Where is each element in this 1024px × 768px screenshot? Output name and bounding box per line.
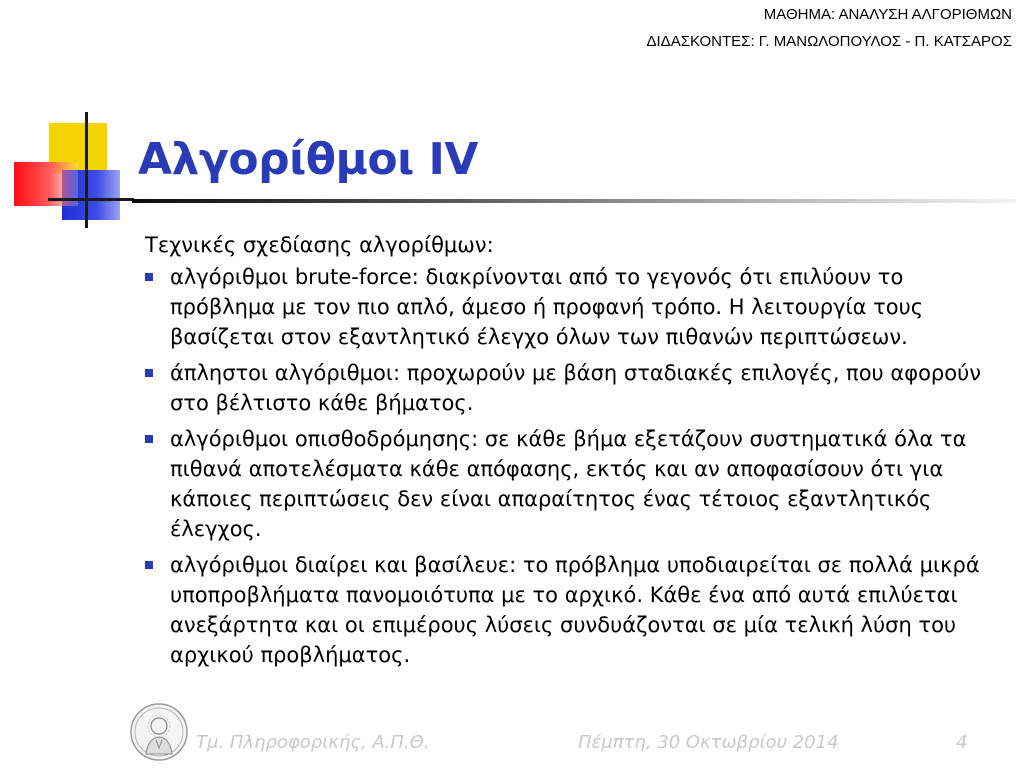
course-header: ΜΑΘΗΜΑ: ΑΝΑΛΥΣΗ ΑΛΓΟΡΙΘΜΩΝ xyxy=(763,6,1012,23)
bullet-item xyxy=(145,262,1005,352)
square-bullet-icon xyxy=(145,561,153,569)
bullet-list xyxy=(145,262,1005,670)
bullet-text: αλγόριθμοι brute-force: διακρίνονται από το γεγονός ότι επιλύουν το πρόβλημα με τον πιο απλό, άμεσο ή προφανή τρόπο. Η λειτουργία τους βασίζεται στον εξαντλητικό έλεγχο όλων των πιθανών περιπτώσεων. xyxy=(170,265,924,349)
footer-department: Τμ. Πληροφορικής, Α.Π.Θ. xyxy=(196,732,430,753)
footer-date: Πέμπτη, 30 Οκτωβρίου 2014 xyxy=(578,732,839,753)
square-bullet-icon xyxy=(145,273,153,281)
intro-text: Τεχνικές σχεδίασης αλγορίθμων: xyxy=(145,233,494,257)
square-bullet-icon xyxy=(145,369,153,377)
university-seal-icon xyxy=(129,702,189,762)
title-underline xyxy=(132,199,1016,203)
decor-vertical-line xyxy=(85,112,88,228)
decor-horizontal-line xyxy=(48,198,134,201)
page-number: 4 xyxy=(956,732,968,753)
bullet-item xyxy=(145,424,1005,544)
slide-title: Αλγορίθμοι IV xyxy=(138,134,478,185)
square-bullet-icon xyxy=(145,435,153,443)
bullet-item xyxy=(145,550,1005,670)
instructors-header: ΔΙΔΑΣΚΟΝΤΕΣ: Γ. ΜΑΝΩΛΟΠΟΥΛΟΣ - Π. ΚΑΤΣΑΡΟΣ xyxy=(646,33,1012,50)
bullet-text: άπληστοι αλγόριθμοι: προχωρούν με βάση σταδιακές επιλογές, που αφορούν στο βέλτιστο κάθε βήματος. xyxy=(170,361,981,415)
bullet-item xyxy=(145,358,1005,418)
slide-body xyxy=(145,230,1005,676)
bullet-text: αλγόριθμοι διαίρει και βασίλευε: το πρόβλημα υποδιαιρείται σε πολλά μικρά υποπροβλήματα πανομοιότυπα με το αρχικό. Κάθε ένα από αυτά επιλύεται ανεξάρτητα και οι επιμέρους λύσεις συνδυάζονται σε μία τελική λύση του αρχικού προβλήματος. xyxy=(170,553,980,667)
bullet-text: αλγόριθμοι οπισθοδρόμησης: σε κάθε βήμα εξετάζουν συστηματικά όλα τα πιθανά αποτελέσματα κάθε απόφασης, εκτός και αν αποφασίσουν ότι για κάποιες περιπτώσεις δεν είναι απαραίτητος ένας τέτοιος εξαντλητικός έλεγχος. xyxy=(170,427,967,541)
